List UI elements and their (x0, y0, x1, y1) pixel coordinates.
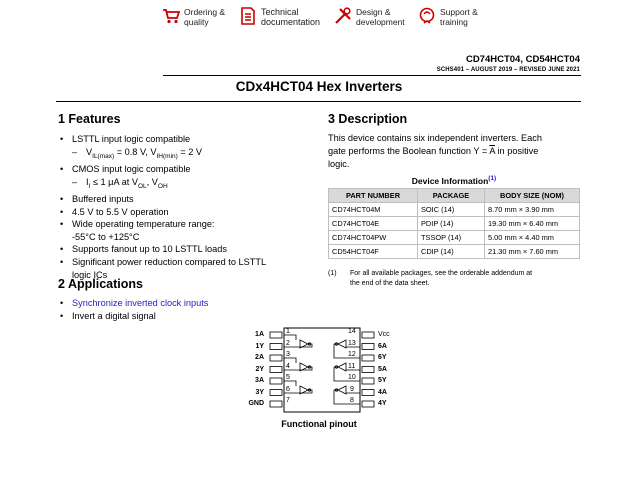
pin-number: 6 (286, 386, 290, 393)
device-info-table (328, 188, 580, 259)
table-row: CD74HCT04PW TSSOP (14) 5.00 mm × 4.40 mm (329, 231, 580, 245)
pin-number: 9 (350, 386, 354, 393)
list-item: • LSTTL input logic compatible (60, 134, 191, 144)
nav-technical-label: Technical documentation (261, 7, 321, 27)
list-item: logic ICs (72, 269, 108, 280)
pinout-diagram (250, 326, 390, 416)
pin-label-vcc: Vcc (378, 331, 390, 338)
list-item: • Buffered inputs (60, 194, 134, 205)
pin-label-5a: 5A (378, 366, 387, 373)
pin-number: 12 (348, 351, 356, 358)
tools-icon (334, 7, 352, 25)
pin-label-1a: 1A (255, 331, 264, 338)
document-icon (239, 7, 257, 25)
pin-number: 14 (348, 328, 356, 335)
pin-number: 4 (286, 363, 290, 370)
nav-support-label: Support & training (440, 7, 478, 27)
pin-label-2y: 2Y (255, 366, 264, 373)
nav-technical-documentation[interactable] (239, 7, 320, 27)
nav-ordering-label: Ordering & quality (184, 7, 226, 27)
pin-label-3a: 3A (255, 377, 264, 384)
list-item: – $I_I \le 1$ μA at $V_{OL}$, $V_{OH}$ (72, 176, 168, 190)
pin-label-4a: 4A (378, 389, 387, 396)
list-item: – $V_{IL(max)} = 0.8$ V, $V_{IH(min)} = 2$ V (72, 146, 203, 160)
table-row: CD74HCT04E PDIP (14) 19.30 mm × 6.40 mm (329, 217, 580, 231)
description-heading: 3 Description (328, 112, 408, 126)
table-footnote-number: (1) (328, 270, 337, 277)
pin-number: 3 (286, 351, 290, 358)
pin-number: 1 (286, 328, 290, 335)
synchronize-clock-link[interactable]: Synchronize inverted clock inputs (72, 298, 209, 308)
pinout-caption: Functional pinout (281, 419, 357, 429)
nav-design-development[interactable] (334, 7, 405, 27)
pin-label-2a: 2A (255, 354, 264, 361)
pin-label-5y: 5Y (378, 377, 387, 384)
pin-label-4y: 4Y (378, 400, 387, 407)
document-revision: SCHS401 – AUGUST 2019 – REVISED JUNE 2021 (436, 67, 580, 73)
device-info-title: Device Information$^{(1)}$ (411, 175, 497, 186)
header-divider (163, 75, 581, 76)
pin-label-6y: 6Y (378, 354, 387, 361)
table-footnote: For all available packages, see the orderable addendum at the end of the data sheet. (350, 270, 533, 287)
list-item: • Supports fanout up to 10 LSTTL loads (60, 244, 227, 255)
table-header-row: PART NUMBER PACKAGE BODY SIZE (NOM) (329, 189, 580, 203)
pin-number: 5 (286, 374, 290, 381)
pin-number: 7 (286, 397, 290, 404)
pin-label-gnd: GND (248, 400, 264, 407)
table-row: CD54HCT04F CDIP (14) 21.30 mm × 7.60 mm (329, 245, 580, 259)
list-item: • 4.5 V to 5.5 V operation (60, 206, 169, 217)
applications-list (58, 297, 318, 322)
description-text: This device contains six independent inverters. Each gate performs the Boolean function $Y = \overline{A}$ in positive logic. (328, 133, 542, 169)
nav-design-label: Design & development (356, 7, 405, 27)
pin-number: 10 (348, 374, 356, 381)
pin-number: 13 (348, 340, 356, 347)
support-icon (418, 7, 436, 25)
pin-label-1y: 1Y (255, 343, 264, 350)
pin-number: 11 (348, 363, 356, 370)
pin-number: 2 (286, 340, 290, 347)
nav-support-training[interactable] (418, 7, 478, 27)
applications-heading: 2 Applications (58, 277, 143, 291)
list-item: • Wide operating temperature range: (60, 219, 215, 230)
list-item: -55°C to +125°C (72, 231, 140, 242)
part-numbers: CD74HCT04, CD54HCT04 (465, 54, 580, 65)
list-item: • Invert a digital signal (60, 310, 156, 321)
pin-number: 8 (350, 397, 354, 404)
page-title: CDx4HCT04 Hex Inverters (235, 79, 403, 94)
nav-ordering-quality[interactable] (162, 7, 225, 27)
list-item: • Synchronize inverted clock inputs (60, 298, 209, 308)
features-list (58, 133, 318, 281)
list-item: • CMOS input logic compatible (60, 164, 191, 175)
list-item: • Significant power reduction compared to LSTTL (60, 257, 267, 267)
pin-label-6a: 6A (378, 343, 387, 350)
features-heading: 1 Features (58, 112, 121, 126)
table-row: CD74HCT04M SOIC (14) 8.70 mm × 3.90 mm (329, 203, 580, 217)
cart-icon (162, 7, 180, 25)
title-divider (56, 101, 581, 102)
pin-label-3y: 3Y (255, 389, 264, 396)
